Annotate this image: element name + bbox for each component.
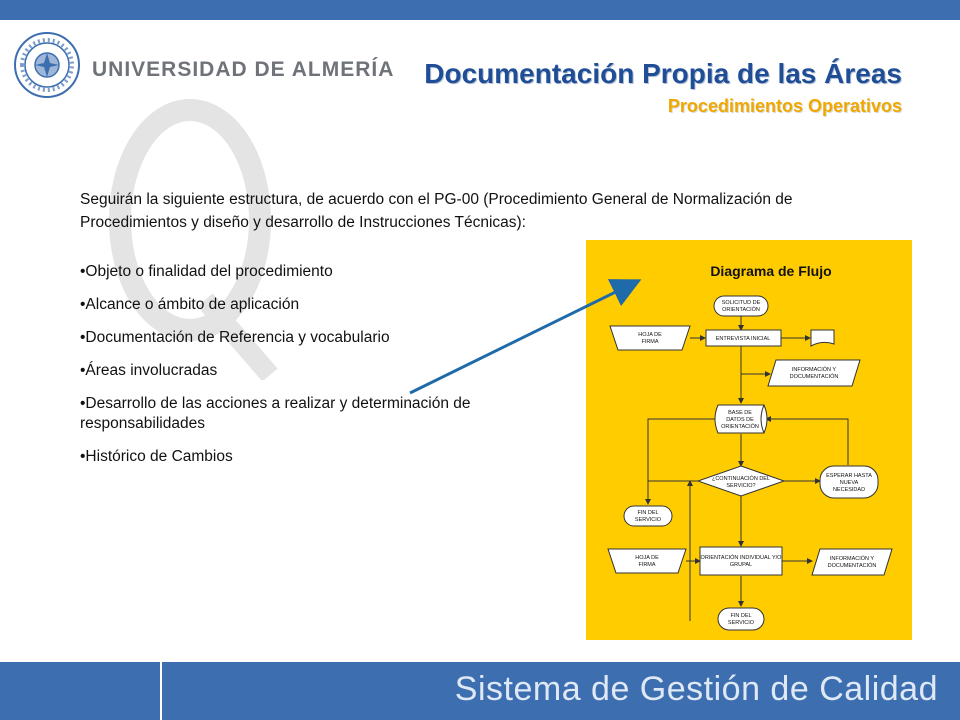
flowchart [586, 240, 912, 640]
footer-left-block [0, 662, 160, 720]
node-informacion [812, 549, 892, 575]
node-fin-servicio [624, 506, 672, 526]
node-label: DOCUMENTACIÓN [827, 563, 877, 569]
node-label: SERVICIO? [726, 483, 756, 489]
node-label: SOLICITUD DE [721, 300, 761, 306]
list-item: •Desarrollo de las acciones a realizar y determinación de responsabilidades [80, 395, 471, 432]
node-label: NECESIDAD [832, 487, 866, 493]
node-label: INFORMACIÓN Y [829, 556, 875, 562]
top-bar [0, 0, 960, 20]
structure-list [80, 262, 480, 480]
node-hoja-firma [608, 549, 686, 573]
list-item: •Histórico de Cambios [80, 448, 233, 465]
university-seal-logo [12, 30, 82, 100]
node-label: ¿CONTINUACIÓN DEL [711, 476, 771, 482]
node-label: INFORMACIÓN Y [791, 367, 837, 373]
footer-title: Sistema de Gestión de Calidad [454, 670, 938, 708]
node-label: HOJA DE [638, 332, 662, 338]
list-item: •Objeto o finalidad del procedimiento [80, 263, 333, 280]
node-hoja-firma [610, 326, 690, 350]
node-informacion [768, 360, 860, 386]
list-item: •Documentación de Referencia y vocabulario [80, 329, 390, 346]
node-fin-servicio [718, 608, 764, 630]
page-title: Documentación Propia de las Áreas [424, 58, 902, 89]
university-name: UNIVERSIDAD DE ALMERÍA [92, 58, 395, 81]
flowchart-title: Diagrama de Flujo [710, 263, 832, 279]
node-label: BASE DE [728, 410, 752, 416]
footer-bar [162, 662, 960, 720]
node-label: DATOS DE [726, 417, 754, 423]
node-label: SERVICIO [634, 517, 662, 523]
list-item: •Áreas involucradas [80, 362, 218, 379]
node-label: GRUPAL [729, 562, 753, 568]
node-label: DOCUMENTACIÓN [789, 374, 839, 380]
node-label: ORIENTACIÓN [721, 424, 759, 430]
node-label: FIN DEL [730, 613, 752, 619]
node-solicitud [714, 296, 768, 316]
node-orientacion [700, 547, 782, 575]
node-label: ENTREVISTA INICIAL [715, 336, 771, 342]
node-label: FIN DEL [637, 510, 659, 516]
node-label: SERVICIO [727, 620, 755, 626]
node-label: ORIENTACIÓN INDIVIDUAL Y/O [700, 555, 782, 561]
intro-text: Seguirán la siguiente estructura, de acuerdo con el PG-00 (Procedimiento General de Normalización de Procedimientos y diseño y desarrollo de Instrucciones Técnicas): [80, 191, 793, 231]
node-label: FIRMA [641, 339, 659, 345]
node-label: FIRMA [638, 562, 656, 568]
page-subtitle: Procedimientos Operativos [667, 96, 902, 116]
node-label: NUEVA [839, 480, 859, 486]
node-label: ORIENTACIÓN [722, 307, 760, 313]
node-label: HOJA DE [635, 555, 659, 561]
list-item: •Alcance o ámbito de aplicación [80, 296, 300, 313]
node-label: ESPERAR HASTA [826, 473, 872, 479]
